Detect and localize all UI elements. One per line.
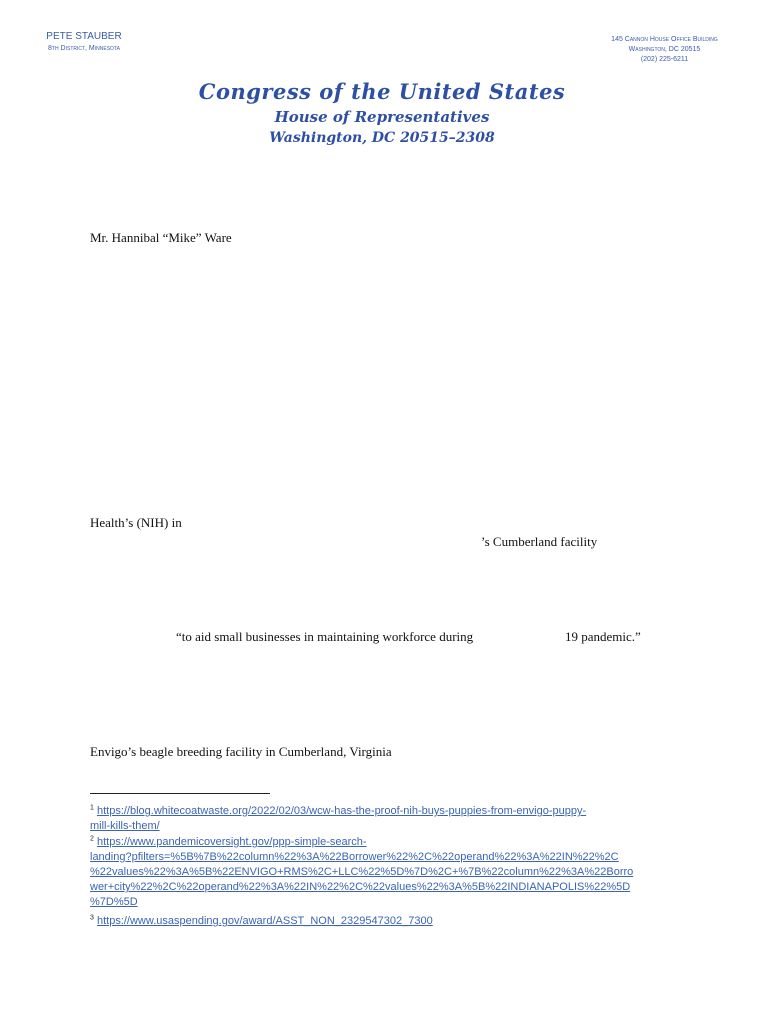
footnote-link[interactable]: wer+city%22%2C%22operand%22%3A%22IN%22%2C%22values%22%3A%5B%22INDIANAPOLIS%22%5D xyxy=(90,881,631,893)
office-address-line2: Washington, DC 20515 xyxy=(628,46,701,53)
body-fragment-nih: Health’s (NIH) in xyxy=(90,515,182,530)
office-address-line1: 145 Cannon House Office Building xyxy=(611,36,718,43)
footnote-number: 2 xyxy=(90,835,94,843)
footnote-number: 1 xyxy=(90,804,94,812)
footnote-3 xyxy=(90,914,690,929)
office-phone: (202) 225-6211 xyxy=(640,56,689,63)
congress-title: Congress of the United States xyxy=(198,79,566,104)
body-fragment-ppp: “to aid small businesses in maintaining workforce during xyxy=(176,629,474,644)
body-fragment-cumberland: ’s Cumberland facility xyxy=(481,534,598,549)
house-title: House of Representatives xyxy=(274,108,490,126)
footnote-link[interactable]: https://blog.whitecoatwaste.org/2022/02/03/wcw-has-the-proof-nih-buys-puppies-from-envigo-puppy- xyxy=(96,805,587,817)
body-fragment-envigo: Envigo’s beagle breeding facility in Cumberland, Virginia xyxy=(90,744,392,759)
footnote-link[interactable]: mill-kills-them/ xyxy=(90,820,160,832)
footnote-1 xyxy=(90,804,690,834)
footnote-link[interactable]: %7D%5D xyxy=(90,896,138,908)
footnote-link[interactable]: landing?pfilters=%5B%7B%22column%22%3A%22Borrower%22%2C%22operand%22%3A%22IN%22%2C xyxy=(90,851,619,863)
member-name: PETE STAUBER xyxy=(46,31,122,42)
footnote-link[interactable]: %22values%22%3A%5B%22ENVIGO+RMS%2C+LLC%22%5D%7D%2C+%7B%22column%22%3A%22Borro xyxy=(90,866,634,878)
body-fragment-pandemic: 19 pandemic.” xyxy=(565,629,641,644)
footnote-number: 3 xyxy=(90,914,94,922)
city-line: Washington, DC 20515–2308 xyxy=(269,130,495,146)
member-district: 8th District, Minnesota xyxy=(48,45,120,52)
office-address-block xyxy=(592,35,737,65)
footnote-divider xyxy=(90,793,270,794)
member-block xyxy=(36,31,132,55)
footnote-link[interactable]: https://www.pandemicoversight.gov/ppp-simple-search- xyxy=(96,836,367,848)
footnote-link[interactable]: https://www.usaspending.gov/award/ASST_NON_2329547302_7300 xyxy=(96,915,433,927)
footnote-2 xyxy=(90,835,690,910)
letterhead-title xyxy=(180,78,584,148)
recipient-name: Mr. Hannibal “Mike” Ware xyxy=(90,230,232,245)
